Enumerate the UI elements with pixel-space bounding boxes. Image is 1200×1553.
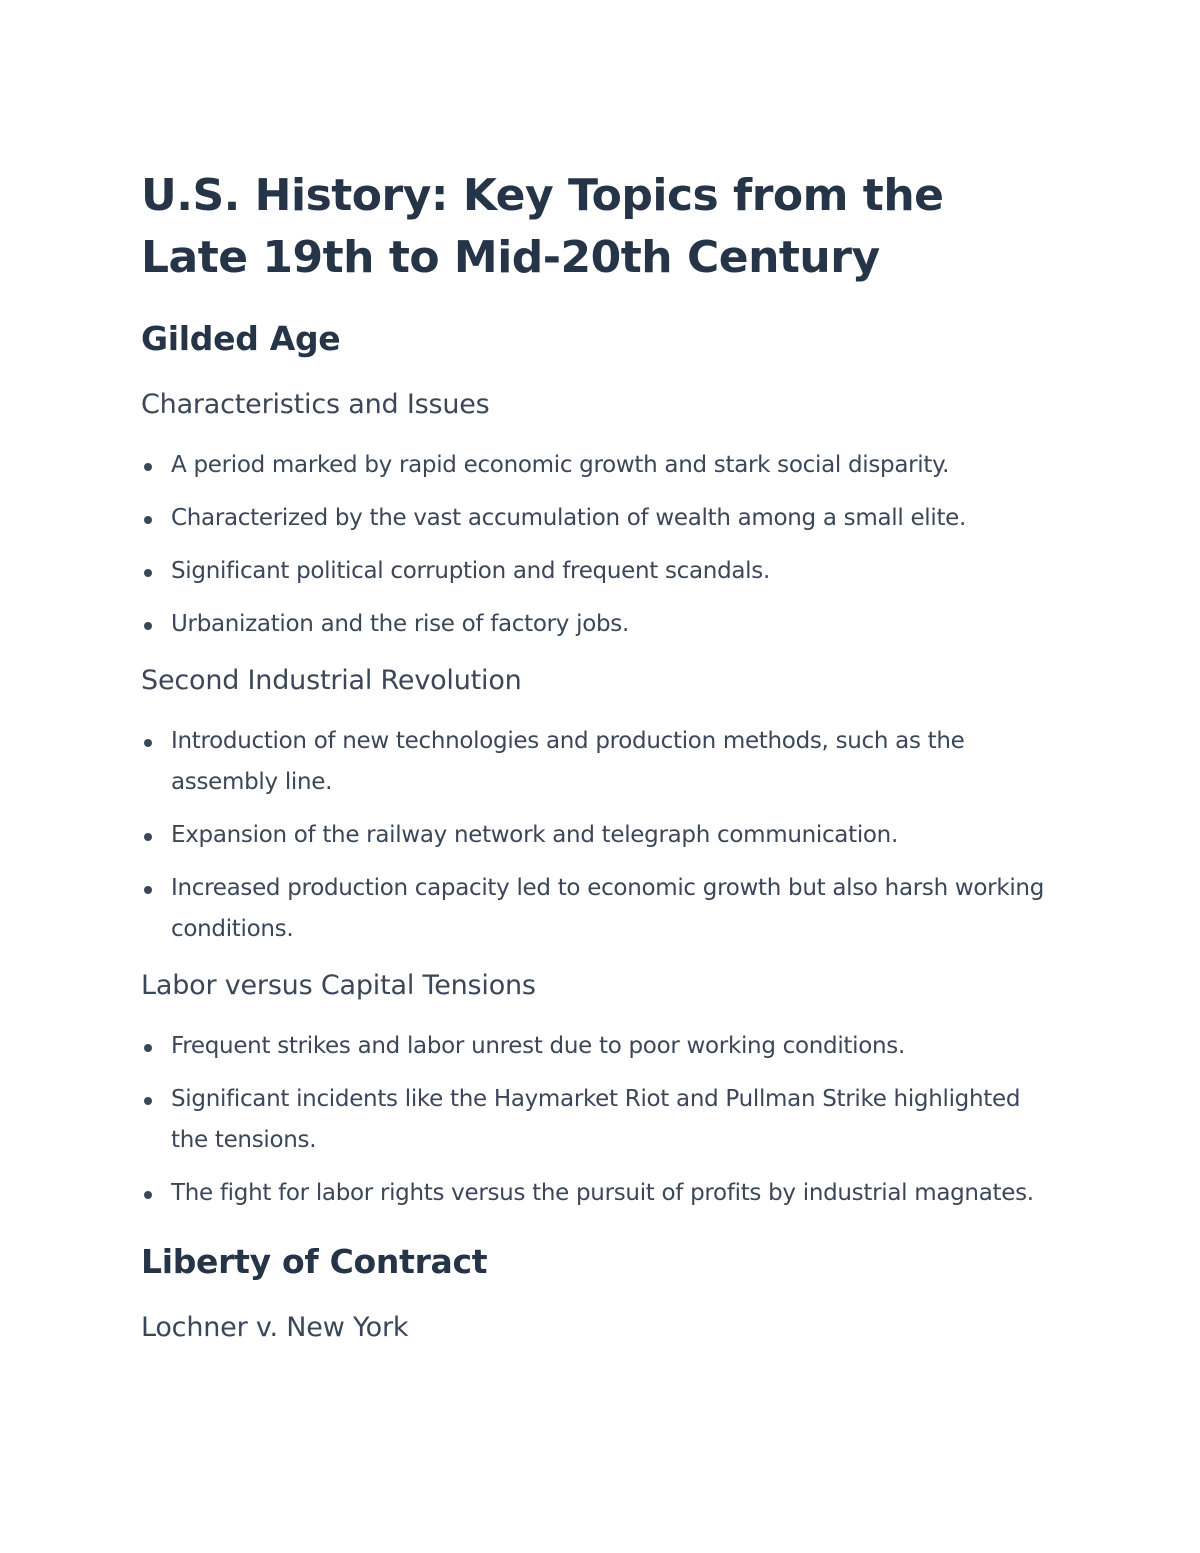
list-item: Urbanization and the rise of factory jobs. bbox=[141, 604, 1061, 645]
list-item: Increased production capacity led to economic growth but also harsh working conditions. bbox=[141, 868, 1061, 950]
subsection-heading-characteristics: Characteristics and Issues bbox=[141, 389, 490, 420]
bullet-list-characteristics bbox=[141, 445, 1061, 645]
document-page bbox=[141, 165, 1061, 1346]
list-item: Characterized by the vast accumulation of wealth among a small elite. bbox=[141, 498, 1061, 539]
section-heading-gilded-age: Gilded Age bbox=[141, 319, 341, 358]
list-item: Significant incidents like the Haymarket Riot and Pullman Strike highlighted the tensions. bbox=[141, 1079, 1061, 1161]
list-item: Introduction of new technologies and production methods, such as the assembly line. bbox=[141, 721, 1061, 803]
section-heading-liberty-of-contract: Liberty of Contract bbox=[141, 1242, 488, 1281]
list-item: Frequent strikes and labor unrest due to poor working conditions. bbox=[141, 1026, 1061, 1067]
bullet-list-second-industrial-revolution bbox=[141, 721, 1061, 950]
list-item: The fight for labor rights versus the pursuit of profits by industrial magnates. bbox=[141, 1173, 1061, 1214]
document-title: U.S. History: Key Topics from the Late 19th to Mid-20th Century bbox=[141, 170, 944, 283]
bullet-list-labor-capital bbox=[141, 1026, 1061, 1214]
subsection-heading-labor-capital: Labor versus Capital Tensions bbox=[141, 970, 536, 1001]
list-item: Significant political corruption and frequent scandals. bbox=[141, 551, 1061, 592]
subsection-heading-second-industrial-revolution: Second Industrial Revolution bbox=[141, 665, 522, 696]
subsection-heading-lochner: Lochner v. New York bbox=[141, 1312, 409, 1343]
list-item: Expansion of the railway network and telegraph communication. bbox=[141, 815, 1061, 856]
list-item: A period marked by rapid economic growth and stark social disparity. bbox=[141, 445, 1061, 486]
